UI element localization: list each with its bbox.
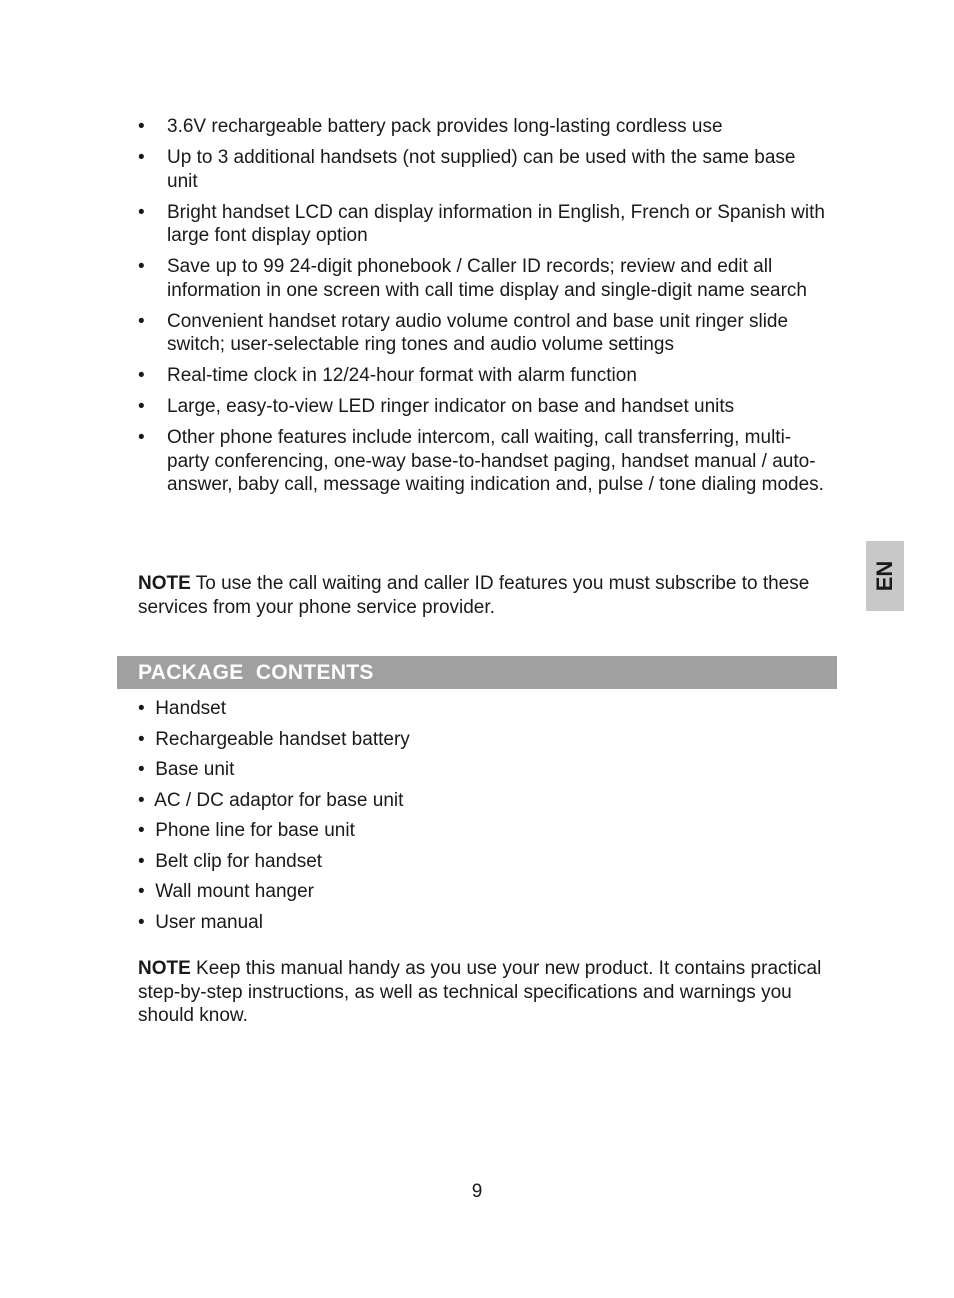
feature-text: 3.6V rechargeable battery pack provides long-lasting cordless use <box>167 116 723 137</box>
feature-text: Convenient handset rotary audio volume control and base unit ringer slide switch; user-selectable ring tones and audio volume settings <box>167 310 789 355</box>
bullet: • <box>138 396 145 417</box>
feature-item <box>138 255 828 302</box>
manual-note <box>138 957 828 1028</box>
feature-text: Up to 3 additional handsets (not supplied) can be used with the same base unit <box>167 147 796 192</box>
package-item: • Belt clip for handset <box>138 850 323 872</box>
package-item: • AC / DC adaptor for base unit <box>138 789 404 811</box>
feature-item <box>138 395 828 419</box>
feature-text: Save up to 99 24-digit phonebook / Caller ID records; review and edit all information in one screen with call time display and single-digit name search <box>167 256 807 301</box>
package-item: • Handset <box>138 698 226 719</box>
package-contents-list <box>138 697 410 941</box>
feature-item <box>138 115 828 139</box>
feature-text: Large, easy-to-view LED ringer indicator on base and handset units <box>167 396 735 417</box>
feature-text: Real-time clock in 12/24-hour format with alarm function <box>167 365 637 386</box>
language-tab-label: EN <box>872 560 897 592</box>
language-tab <box>866 541 904 611</box>
package-item: • Phone line for base unit <box>138 820 355 841</box>
bullet: • <box>138 147 145 168</box>
package-item: • Base unit <box>138 759 235 780</box>
feature-item <box>138 310 828 357</box>
feature-text: Bright handset LCD can display information in English, French or Spanish with large font display option <box>167 201 825 246</box>
bullet: • <box>138 116 145 137</box>
feature-list <box>138 115 828 504</box>
bullet: • <box>138 256 145 277</box>
package-item: • Rechargeable handset battery <box>138 728 410 750</box>
service-note <box>138 572 828 619</box>
feature-item <box>138 201 828 248</box>
note-label: NOTE <box>138 573 191 594</box>
note-label: NOTE <box>138 958 191 979</box>
feature-item <box>138 146 828 193</box>
feature-item <box>138 426 828 497</box>
bullet: • <box>138 365 145 386</box>
bullet: • <box>138 427 145 448</box>
package-contents-header: PACKAGE CONTENTS <box>117 656 837 689</box>
note-text: Keep this manual handy as you use your new product. It contains practical step-by-step instructions, as well as technical specifications and warnings you should know. <box>138 958 822 1026</box>
page-number: 9 <box>471 1181 483 1202</box>
note-text: To use the call waiting and caller ID features you must subscribe to these services from your phone service provider. <box>138 573 810 618</box>
package-item: • User manual <box>138 911 263 933</box>
feature-text: Other phone features include intercom, call waiting, call transferring, multi- party conferencing, one-way base-to-handset paging, handset manual / auto-answer, baby call, message waiting indication and, pulse / tone dialing modes. <box>167 427 824 495</box>
bullet: • <box>138 201 145 223</box>
bullet: • <box>138 310 145 332</box>
package-item: • Wall mount hanger <box>138 881 314 902</box>
feature-item <box>138 364 828 388</box>
